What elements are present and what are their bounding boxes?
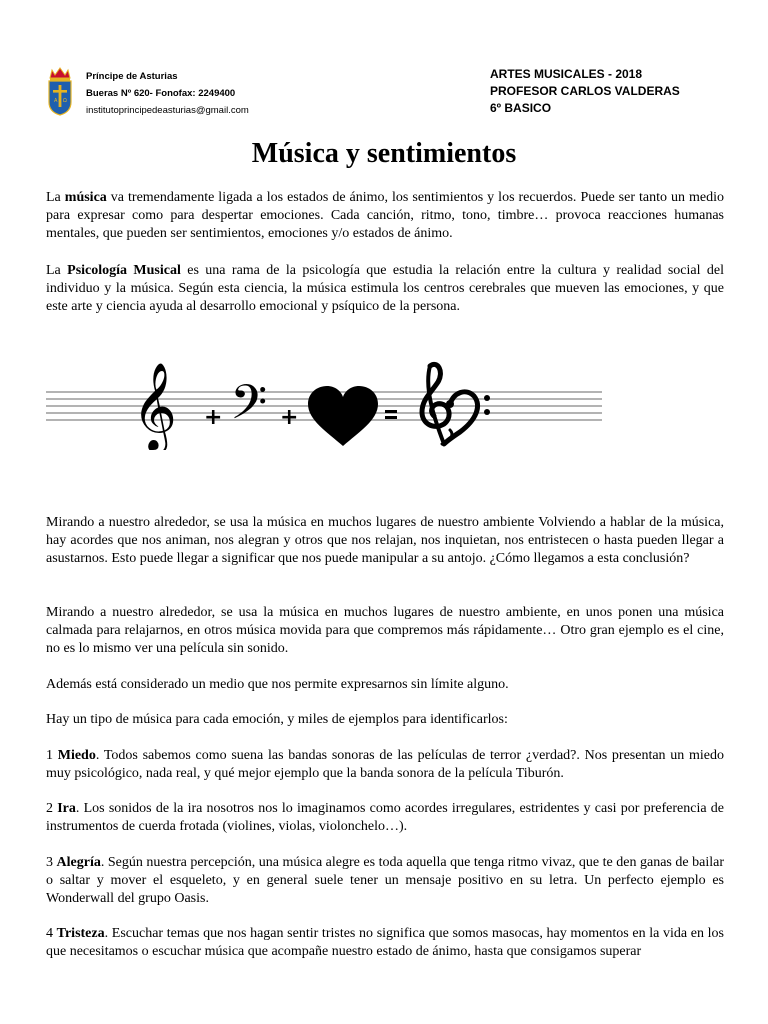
list-item-text: . Según nuestra percepción, una música alegre es toda aquella que tenga ritmo vivaz, que te den ganas de bailar o saltar y mover el esqueleto, y en general suele tener un mensaje positivo en su letra. Un perfecto ejemplo es Wonderwall del grupo Oasis. bbox=[46, 855, 724, 906]
school-name: Príncipe de Asturias bbox=[86, 71, 178, 82]
plus-icon: + bbox=[280, 405, 299, 430]
document-title: Música y sentimientos bbox=[251, 138, 517, 169]
paragraph-surroundings: Mirando a nuestro alrededor, se usa la música en muchos lugares de nuestro ambiente Volviendo a hablar de la música, hay acordes que nos animan, nos alegran y otros que nos relajan, nos inquietan, nos entristecen o hasta pueden llegar a asustarnos. Esto puede llegar a significar que nos puede manipular a su antojo. ¿Cómo llegamos a esta conclusión? bbox=[46, 515, 724, 566]
bass-clef-icon: 𝄢 bbox=[230, 374, 268, 442]
heart-icon bbox=[308, 386, 378, 446]
equals-icon bbox=[385, 410, 397, 419]
list-item bbox=[46, 854, 724, 908]
svg-text:A: A bbox=[54, 98, 58, 104]
list-item-number: 2 bbox=[46, 801, 58, 816]
list-item bbox=[46, 925, 724, 961]
school-email: institutoprincipedeasturias@gmail.com bbox=[86, 105, 249, 116]
plus-icon: + bbox=[204, 405, 223, 430]
school-address: Bueras Nº 620- Fonofax: 2249400 bbox=[86, 88, 236, 99]
list-item bbox=[46, 800, 724, 836]
school-info bbox=[86, 68, 249, 119]
paragraph-emotion-intro: Hay un tipo de música para cada emoción, y miles de ejemplos para identificarlos: bbox=[46, 712, 508, 727]
list-item-text: . Todos sabemos como suena las bandas sonoras de las películas de terror ¿verdad?. Nos presentan un miedo muy psicológico, nada real, y qué mejor ejemplo que la banda sonora de la película Tiburón. bbox=[46, 748, 725, 781]
list-item-number: 3 bbox=[46, 855, 57, 870]
list-item-title: Ira bbox=[57, 801, 76, 816]
paragraph-text: La bbox=[46, 263, 68, 278]
list-item-number: 1 bbox=[46, 748, 58, 763]
paragraph-bold-term: música bbox=[64, 190, 107, 205]
paragraph-psychology bbox=[46, 262, 724, 316]
treble-clef-icon: 𝄞 bbox=[132, 361, 177, 450]
paragraph-examples: Mirando a nuestro alrededor, se usa la música en muchos lugares de nuestro ambiente, en unos ponen una música calmada para relajarnos, en otros música movida para que compremos más rápidamente… Otro gran ejemplo es el cine, no es lo mismo ver una película sin sonido. bbox=[46, 605, 724, 656]
paragraph-bold-term: Psicología Musical bbox=[67, 263, 181, 278]
paragraph-text: es una rama de la psicología que estudia la relación entre la cultura y realidad social del individuo y la música. Según esta ciencia, la música estimula los centros cerebrales que mueven las emociones, y que este arte y ciencia ayuda al desarrollo emocional y psíquico de la persona. bbox=[46, 263, 724, 314]
clef-heart-icon bbox=[422, 364, 490, 444]
list-item-title: Miedo bbox=[57, 748, 96, 763]
paragraph-expression: Además está considerado un medio que nos permite expresarnos sin límite alguno. bbox=[46, 677, 509, 692]
paragraph-text: va tremendamente ligada a los estados de ánimo, los sentimientos y los recuerdos. Puede ser tanto un medio para expresar como para despertar emociones. Cada canción, ritmo, tono, timbre… provoca reacciones humanas mentales, que pueden ser sentimientos, emociones y/o estados de ánimo. bbox=[46, 190, 724, 241]
paragraph-text: La bbox=[46, 190, 65, 205]
grade-level: 6º BASICO bbox=[490, 101, 552, 115]
course-header bbox=[490, 66, 680, 117]
school-crest-icon bbox=[46, 66, 74, 116]
paragraph-intro bbox=[46, 189, 724, 243]
music-illustration bbox=[46, 358, 602, 450]
course-title: ARTES MUSICALES - 2018 bbox=[490, 67, 643, 81]
svg-text:Ω: Ω bbox=[63, 98, 67, 104]
list-item-title: Alegría bbox=[56, 855, 101, 870]
teacher-name: PROFESOR CARLOS VALDERAS bbox=[490, 84, 680, 98]
list-item-number: 4 bbox=[46, 926, 57, 941]
list-item bbox=[46, 747, 724, 783]
list-item-text: . Escuchar temas que nos hagan sentir tristes no significa que somos masocas, hay momentos en la vida en los que necesitamos o escuchar música que acompañe nuestro estado de ánimo, hasta que consigamos superar bbox=[46, 926, 725, 959]
list-item-text: . Los sonidos de la ira nosotros nos lo imaginamos como acordes irregulares, estridentes y casi por preferencia de instrumentos de cuerda frotada (violines, violas, violonchelo…). bbox=[46, 801, 724, 834]
list-item-title: Tristeza bbox=[56, 926, 105, 941]
